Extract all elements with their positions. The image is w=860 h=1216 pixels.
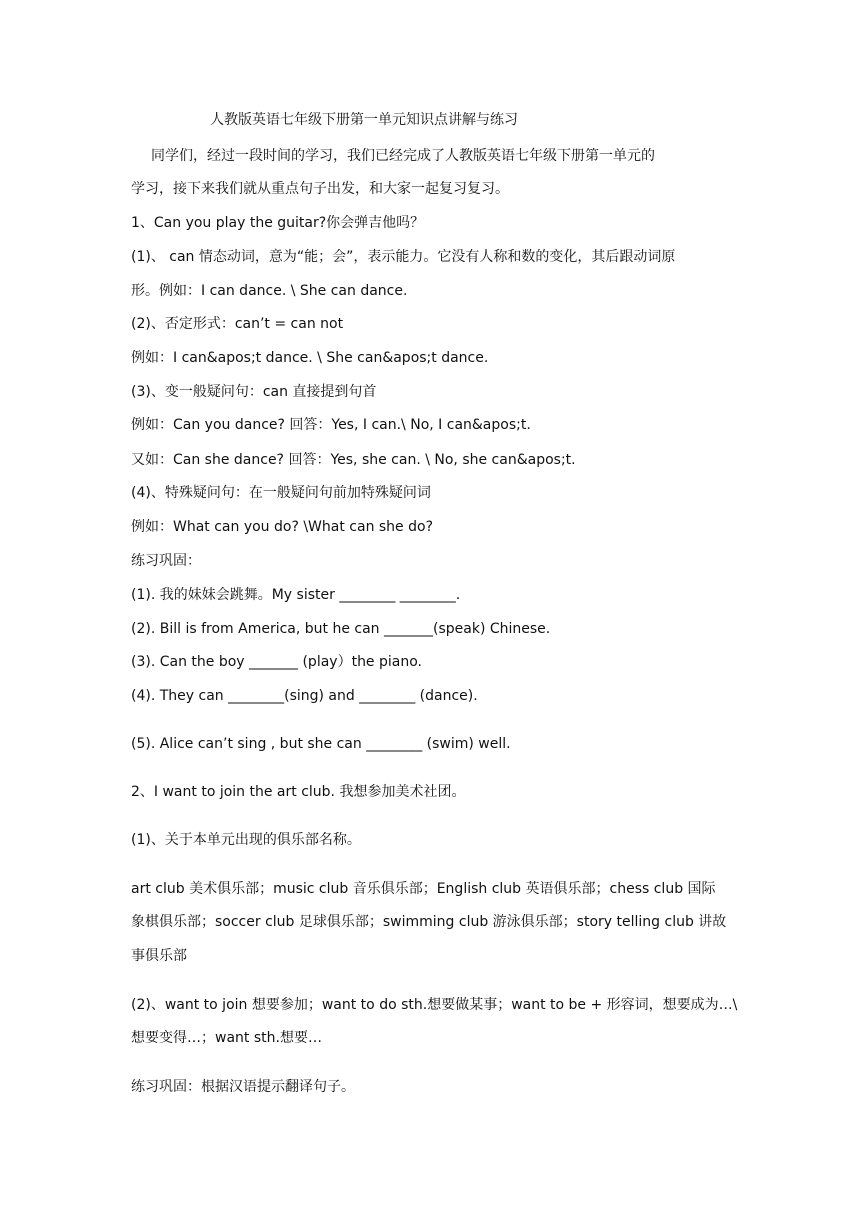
- point-3-example-2: 又如：Can she dance? 回答：Yes, she can. \ No, she can&apos;t.: [131, 452, 576, 468]
- clubs-line-3: 事俱乐部: [131, 948, 187, 964]
- clubs-intro: (1)、关于本单元出现的俱乐部名称。: [131, 832, 361, 848]
- point-4: (4)、特殊疑问句：在一般疑问句前加特殊疑问词: [131, 485, 431, 501]
- practice-heading-2: 练习巩固：根据汉语提示翻译句子。: [131, 1079, 355, 1095]
- exercise-2: (2). Bill is from America, but he can _______(speak) Chinese.: [131, 621, 551, 637]
- point-1-line-1: (1)、 can 情态动词，意为“能；会”，表示能力。它没有人称和数的变化，其后跟动词原: [131, 249, 676, 265]
- section-1-heading: 1、Can you play the guitar?你会弹吉他吗？: [131, 215, 425, 231]
- point-3-example-1: 例如：Can you dance? 回答：Yes, I can.\ No, I can&apos;t.: [131, 417, 531, 433]
- exercise-4: (4). They can ________(sing) and ________ (dance).: [131, 688, 478, 704]
- intro-line-2: 学习，接下来我们就从重点句子出发，和大家一起复习复习。: [131, 181, 509, 197]
- exercise-3: (3). Can the boy _______ (play）the piano.: [131, 654, 422, 670]
- want-line-2: 想要变得…；want sth.想要…: [131, 1030, 322, 1046]
- intro-line-1: 同学们，经过一段时间的学习，我们已经完成了人教版英语七年级下册第一单元的: [151, 148, 655, 164]
- point-2: (2)、否定形式：can’t = can not: [131, 316, 344, 332]
- section-2-heading: 2、I want to join the art club. 我想参加美术社团。: [131, 784, 466, 800]
- want-line-1: (2)、want to join 想要参加；want to do sth.想要做某事；want to be + 形容词，想要成为…\: [131, 997, 738, 1013]
- point-1-line-2: 形。例如：I can dance. \ She can dance.: [131, 283, 408, 299]
- practice-heading-1: 练习巩固：: [131, 553, 201, 569]
- exercise-1: (1). 我的妹妹会跳舞。My sister ________ ________.: [131, 587, 461, 603]
- exercise-5: (5). Alice can’t sing , but she can ________ (swim) well.: [131, 736, 511, 752]
- document-title: 人教版英语七年级下册第一单元知识点讲解与练习: [210, 112, 518, 128]
- clubs-line-2: 象棋俱乐部；soccer club 足球俱乐部；swimming club 游泳俱乐部；story telling club 讲故: [131, 914, 727, 930]
- point-4-example: 例如：What can you do? \What can she do?: [131, 519, 434, 535]
- point-3: (3)、变一般疑问句：can 直接提到句首: [131, 384, 377, 400]
- point-2-example: 例如：I can&apos;t dance. \ She can&apos;t dance.: [131, 350, 489, 366]
- clubs-line-1: art club 美术俱乐部；music club 音乐俱乐部；English club 英语俱乐部；chess club 国际: [131, 881, 716, 897]
